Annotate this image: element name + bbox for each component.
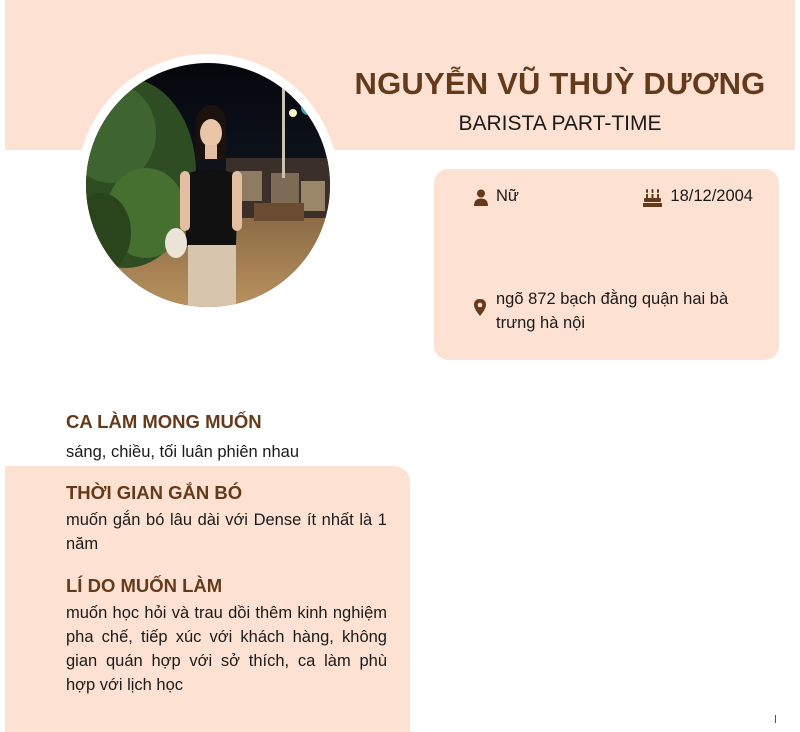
commitment-title: THỜI GIAN GẮN BÓ (66, 482, 243, 503)
map-pin-icon (474, 299, 486, 316)
birthday-cake-icon (643, 189, 662, 207)
profile-photo (86, 63, 330, 307)
preferred-shift-title: CA LÀM MONG MUỐN (66, 411, 262, 432)
reason-title: LÍ DO MUỐN LÀM (66, 575, 223, 596)
address-row (474, 287, 744, 335)
commitment-text: muốn gắn bó lâu dài với Dense ít nhất là 1 năm (66, 511, 387, 553)
portrait-photo-icon (86, 63, 330, 307)
gender-row (474, 187, 519, 206)
gender-value: Nữ (496, 187, 519, 205)
user-icon (474, 189, 488, 206)
preferred-shift-text: sáng, chiều, tối luân phiên nhau (66, 443, 300, 461)
birth-date-value: 18/12/2004 (670, 187, 753, 205)
job-position: BARISTA PART-TIME (458, 112, 662, 135)
reason-text: muốn học hỏi và trau dồi thêm kinh nghiệm pha chế, tiếp xúc với khách hàng, không gian quán hợp với sở thích, ca làm phù hợp với lịch học (66, 604, 387, 694)
address-value: ngõ 872 bạch đằng quận hai bà trưng hà nội (496, 290, 729, 332)
birth-date-row (643, 187, 753, 207)
candidate-name: NGUYỄN VŨ THUỲ DƯƠNG (354, 66, 766, 101)
page-marker (775, 715, 776, 723)
personal-info-card (434, 169, 779, 360)
